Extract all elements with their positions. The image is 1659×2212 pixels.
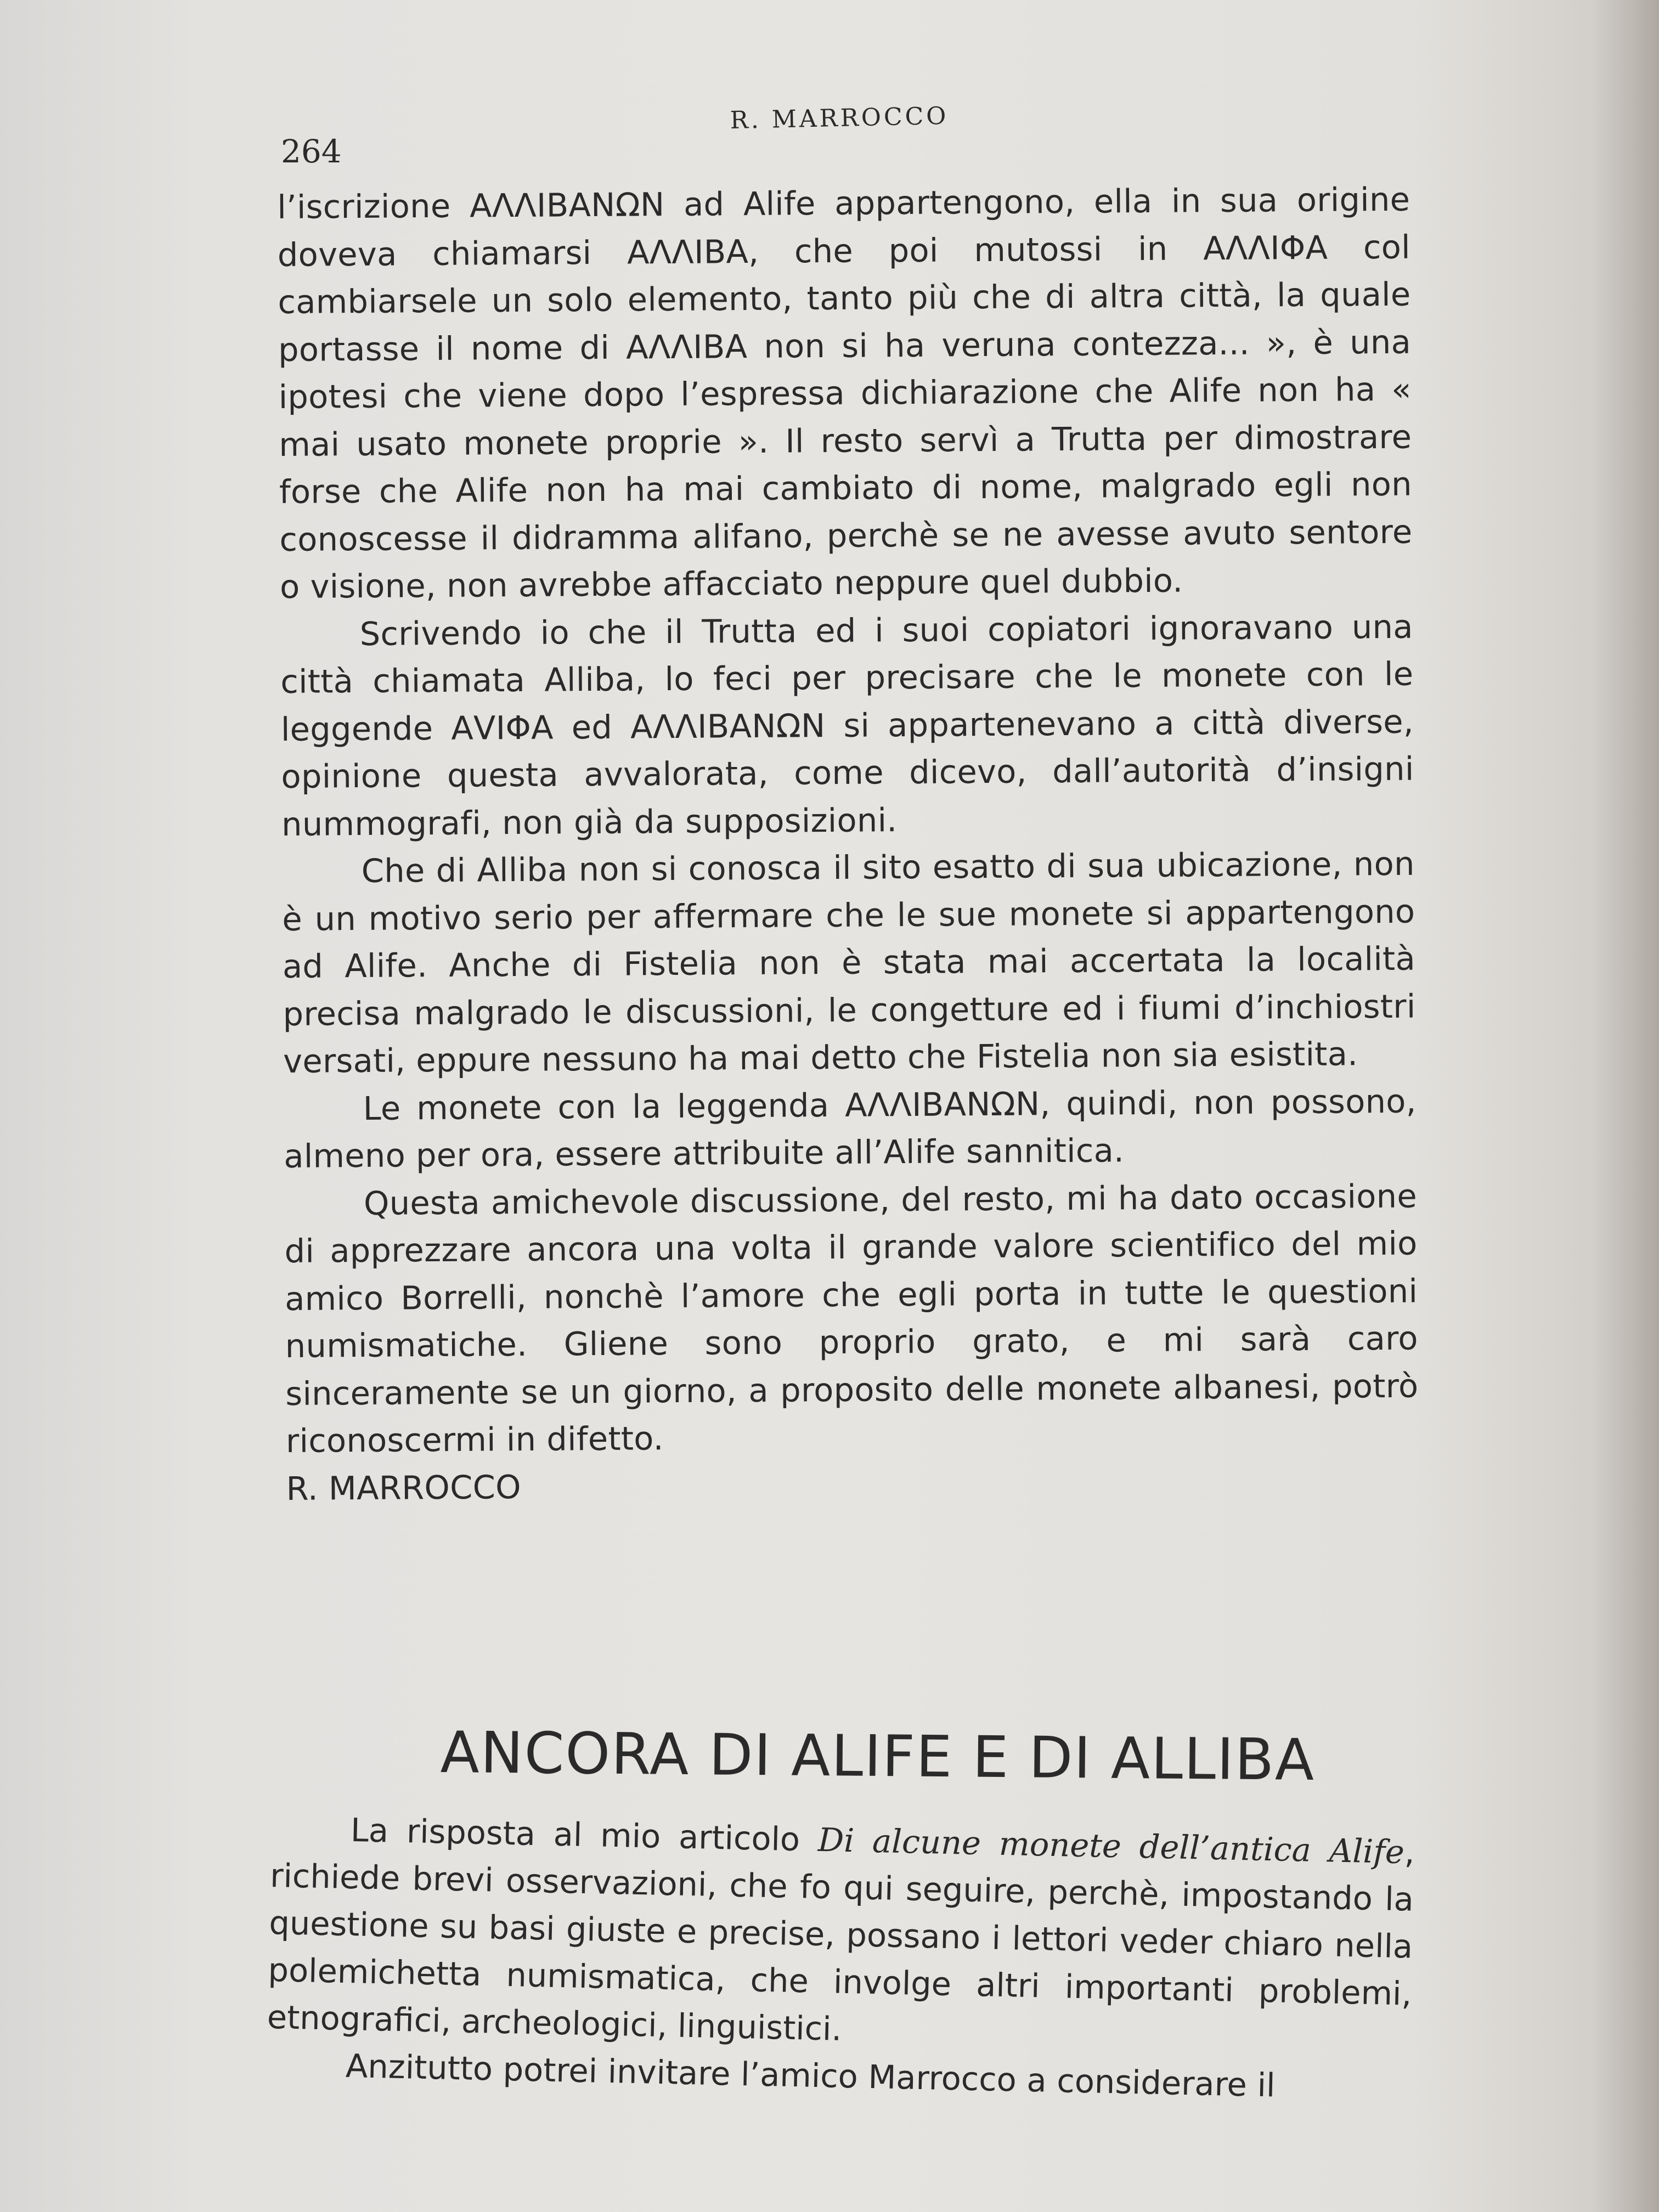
paragraph-1: l’iscrizione ΑΛΛΙΒΑΝΩΝ ad Alife appartengono, ella in sua origine doveva chiamarsi ΑΛΛΙΒΑ, che poi mutossi in ΑΛΛΙΦΑ col cambiarsele un solo elemento, tanto più che di altra città, la quale portasse il nome di ΑΛΛΙΒΑ non si ha veruna contezza... », è una ipotesi che viene dopo l’espressa dichiarazione che Alife non ha « mai usato monete proprie ». Il resto servì a Trutta per dimostrare forse che Alife non ha mai cambiato di nome, malgrado egli non conoscesse il didramma alifano, perchè se ne avesse avuto sentore o visione, non avrebbe affacciato neppure quel dubbio. bbox=[277, 180, 1413, 606]
article-paragraph-1-rest: , richiede brevi osservazioni, che fo qui seguire, perchè, impostando la questione su basi giuste e precise, possano i lettori veder chiaro nella polemichetta numismatica, che involge altri importanti problemi, etnografici, archeologici, linguistici. bbox=[267, 1833, 1415, 2048]
paragraph-5: Questa amichevole discussione, del resto, mi ha dato occasione di apprezzare ancora una volta il grande valore scientifico del mio amico Borrelli, nonchè l’amore che egli porta in tutte le questioni numismatiche. Gliene sono proprio grato, e mi sarà caro sinceramente se un giorno, a proposito delle monete albanesi, potrò riconoscermi in difetto. bbox=[284, 1177, 1419, 1460]
paragraph-4: Le monete con la leggenda ΑΛΛΙΒΑΝΩΝ, quindi, non possono, almeno per ora, essere attribuite all’Alife sannitica. bbox=[284, 1082, 1417, 1175]
article-text bbox=[266, 1805, 1415, 2112]
signature: R. MARROCCO bbox=[286, 1468, 522, 1508]
page-number: 264 bbox=[281, 133, 342, 170]
article-title: ANCORA DI ALIFE E DI ALLIBA bbox=[440, 1719, 1316, 1793]
article-paragraph-1-start: La risposta al mio articolo bbox=[350, 1811, 819, 1859]
cited-article-title: Di alcune monete dell’antica Alife bbox=[817, 1820, 1405, 1871]
article-paragraph-1 bbox=[267, 1805, 1415, 2065]
page-edge-shadow bbox=[1593, 0, 1659, 2212]
body-text bbox=[277, 176, 1419, 1513]
article-paragraph-2: Anzitutto potrei invitare l’amico Marrocco a considerare il bbox=[345, 2046, 1276, 2104]
paragraph-2: Scrivendo io che il Trutta ed i suoi copiatori ignoravano una città chiamata Alliba, lo feci per precisare che le monete con le leggende ΑVΙΦΑ ed ΑΛΛΙΒΑΝΩΝ si appartenevano a città diverse, opinione questa avvalorata, come dicevo, dall’autorità d’insigni nummografi, non già da supposizioni. bbox=[280, 607, 1414, 843]
paragraph-3: Che di Alliba non si conosca il sito esatto di sua ubicazione, non è un motivo serio per affermare che le sue monete si appartengono ad Alife. Anche di Fistelia non è stata mai accertata la località precisa malgrado le discussioni, le congetture ed i fiumi d’inchiostri versati, eppure nessuno ha mai detto che Fistelia non sia esistita. bbox=[282, 844, 1416, 1080]
running-head: R. MARROCCO bbox=[730, 101, 949, 135]
